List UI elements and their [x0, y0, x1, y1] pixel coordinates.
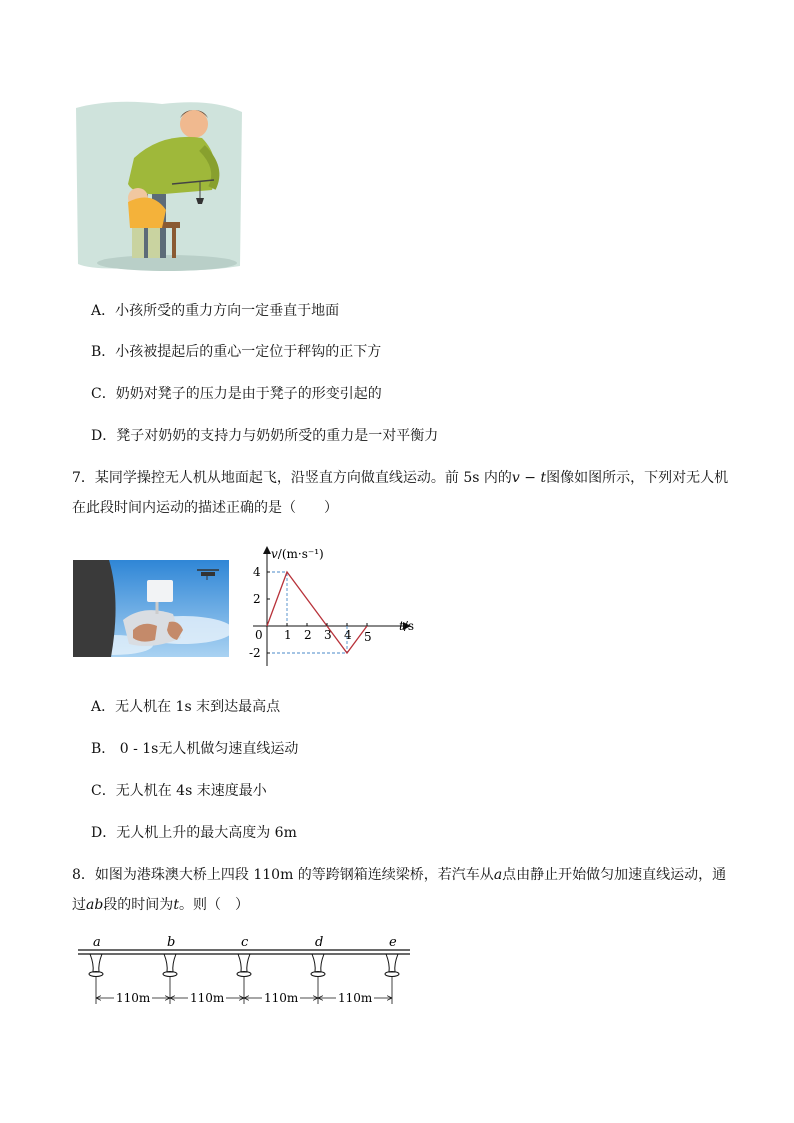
q7-option-d: D．无人机上升的最大高度为 6m [91, 825, 297, 841]
q7-stem-text-a: 7．某同学操控无人机从地面起飞，沿竖直方向做直线运动。前 5s 内的 [72, 470, 512, 486]
bridge-point-label: d [315, 935, 324, 950]
q7-option-c: C．无人机在 4s 末速度最小 [91, 783, 267, 799]
x-tick-label: 2 [304, 628, 312, 642]
bridge-pier [163, 954, 177, 977]
bridge-point-label: c [241, 935, 249, 950]
bridge-point-label: a [93, 935, 101, 950]
span-length-label: 110m [190, 991, 225, 1005]
q7-option-b: B． 0 - 1s无人机做匀速直线运动 [91, 741, 299, 757]
q7-stem-line1 [72, 469, 728, 487]
bridge-pier [385, 954, 399, 977]
vt-graph [245, 542, 430, 670]
q8-stem-text-b: 点由静止开始做匀加速直线运动，通 [502, 867, 727, 883]
q8-point-a: a [493, 867, 503, 883]
bridge-pier [311, 954, 325, 977]
bridge-point-label: e [389, 935, 397, 950]
x-tick-label: 3 [324, 628, 332, 642]
span-length-label: 110m [264, 991, 299, 1005]
q8-stem-text-e: 。则（ ） [178, 897, 249, 913]
q8-stem-line2 [72, 896, 249, 914]
x-axis-label: t/s [399, 619, 415, 633]
q6-option-c: C．奶奶对凳子的压力是由于凳子的形变引起的 [91, 386, 382, 402]
bridge-diagram [72, 934, 417, 1014]
span-length-label: 110m [338, 991, 373, 1005]
y-tick-label: -2 [249, 646, 261, 660]
bridge-pier [237, 954, 251, 977]
x-tick-label: 5 [364, 630, 372, 644]
x-tick-label: 0 [255, 628, 263, 642]
q8-stem-text-d: 段的时间为 [103, 897, 174, 913]
q8-variable-t: t [173, 897, 179, 913]
span-length-label: 110m [116, 991, 151, 1005]
q7-option-a: A．无人机在 1s 末到达最高点 [91, 699, 281, 715]
q6-option-d: D．凳子对奶奶的支持力与奶奶所受的重力是一对平衡力 [91, 428, 439, 444]
y-tick-label: 4 [253, 565, 261, 579]
q7-stem-line2: 在此段时间内运动的描述正确的是（ ） [72, 500, 338, 516]
x-tick-label: 4 [344, 628, 352, 642]
q7-stem-text-b: 图像如图所示，下列对无人机 [546, 470, 729, 486]
q8-stem-text-c: 过 [72, 897, 86, 913]
q6-option-a: A．小孩所受的重力方向一定垂直于地面 [91, 303, 340, 319]
q8-segment-ab: ab [86, 897, 104, 913]
y-axis-label: v/(m·s⁻¹) [271, 547, 324, 561]
y-tick-label: 2 [253, 592, 261, 606]
velocity-line [267, 572, 367, 653]
q8-stem-line1 [72, 866, 726, 884]
grandma-child-illustration [72, 98, 244, 273]
x-tick-label: 1 [284, 628, 292, 642]
q6-option-b: B．小孩被提起后的重心一定位于秤钩的正下方 [91, 344, 382, 360]
drone-photo [73, 560, 229, 657]
bridge-point-label: b [167, 935, 176, 950]
q8-stem-text-a: 8．如图为港珠澳大桥上四段 110m 的等跨钢箱连续梁桥，若汽车从 [72, 867, 494, 883]
q7-vt-variable: v − t [511, 470, 547, 486]
bridge-pier [89, 954, 103, 977]
